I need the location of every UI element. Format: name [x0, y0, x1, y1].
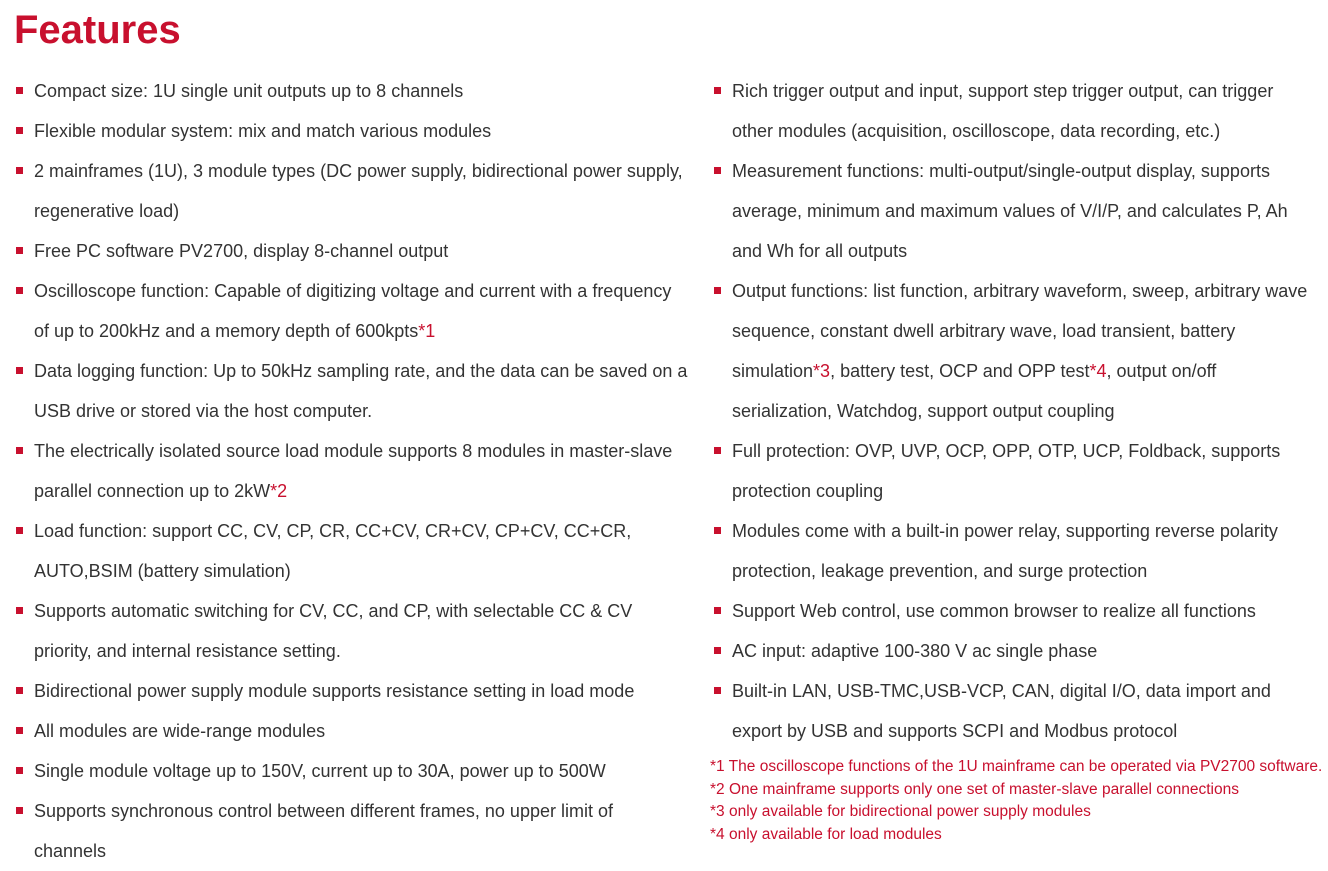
feature-item	[16, 591, 688, 671]
footnote-ref: *3	[813, 361, 831, 381]
bullet-square-icon	[16, 807, 23, 814]
feature-item	[714, 271, 1314, 431]
feature-text: Compact size: 1U single unit outputs up to 8 channels	[34, 81, 464, 101]
feature-text: Data logging function: Up to 50kHz sampling rate, and the data can be saved on a USB drive or stored via the host computer.	[34, 361, 688, 421]
feature-item	[16, 431, 688, 511]
feature-item	[714, 671, 1314, 751]
bullet-square-icon	[16, 87, 23, 94]
feature-text: AC input: adaptive 100-380 V ac single phase	[732, 641, 1098, 661]
feature-text: Support Web control, use common browser to realize all functions	[732, 601, 1256, 621]
footnote-3: *3 only available for bidirectional power supply modules	[710, 803, 1091, 821]
bullet-square-icon	[714, 607, 721, 614]
feature-text: Measurement functions: multi-output/single-output display, supports average, minimum and maximum values of V/I/P, and calculates P, Ah and Wh for all outputs	[732, 161, 1288, 261]
footnote-1: *1 The oscilloscope functions of the 1U mainframe can be operated via PV2700 software.	[710, 758, 1323, 775]
bullet-square-icon	[16, 687, 23, 694]
feature-text: Supports automatic switching for CV, CC, and CP, with selectable CC & CV priority, and internal resistance setting.	[34, 601, 633, 661]
feature-item	[714, 71, 1314, 151]
bullet-square-icon	[714, 447, 721, 454]
feature-item	[16, 71, 688, 111]
feature-text: Supports synchronous control between different frames, no upper limit of channels	[34, 801, 613, 861]
features-list-right	[714, 71, 1314, 751]
bullet-square-icon	[714, 287, 721, 294]
feature-text: Single module voltage up to 150V, current up to 30A, power up to 500W	[34, 761, 606, 781]
feature-text: Output functions: list function, arbitrary waveform, sweep, arbitrary wave sequence, constant dwell arbitrary wave, load transient, battery simulation	[732, 281, 1308, 381]
bullet-square-icon	[16, 167, 23, 174]
bullet-square-icon	[16, 527, 23, 534]
feature-item	[16, 671, 688, 711]
feature-text: Load function: support CC, CV, CP, CR, CC+CV, CR+CV, CP+CV, CC+CR, AUTO,BSIM (battery simulation)	[34, 521, 632, 581]
feature-item	[16, 511, 688, 591]
feature-text: 2 mainframes (1U), 3 module types (DC power supply, bidirectional power supply, regenerative load)	[34, 161, 683, 221]
footnote-ref: *1	[418, 321, 436, 341]
feature-item	[714, 591, 1314, 631]
bullet-square-icon	[16, 727, 23, 734]
feature-text: , battery test, OCP and OPP test	[830, 361, 1090, 381]
feature-text: Flexible modular system: mix and match various modules	[34, 121, 492, 141]
feature-text: Rich trigger output and input, support step trigger output, can trigger other modules (acquisition, oscilloscope, data recording, etc.)	[732, 81, 1274, 141]
feature-item	[16, 351, 688, 431]
page-title: Features	[14, 8, 181, 52]
feature-item	[714, 631, 1314, 671]
feature-text: , output on/off serialization, Watchdog, support output coupling	[732, 361, 1217, 421]
feature-item	[714, 431, 1314, 511]
feature-text: Free PC software PV2700, display 8-channel output	[34, 241, 449, 261]
feature-text: All modules are wide-range modules	[34, 721, 326, 741]
feature-item	[714, 151, 1314, 271]
bullet-square-icon	[16, 767, 23, 774]
bullet-square-icon	[16, 447, 23, 454]
footnote-2: *2 One mainframe supports only one set of master-slave parallel connections	[710, 780, 1239, 798]
footnote-ref: *2	[270, 481, 288, 501]
feature-text: The electrically isolated source load module supports 8 modules in master-slave parallel connection up to 2kW	[34, 441, 673, 501]
bullet-square-icon	[16, 127, 23, 134]
feature-item	[16, 151, 688, 231]
feature-item	[16, 111, 688, 151]
feature-text: Modules come with a built-in power relay, supporting reverse polarity protection, leakage prevention, and surge protection	[732, 521, 1278, 581]
bullet-square-icon	[714, 167, 721, 174]
feature-item	[16, 791, 688, 871]
bullet-square-icon	[714, 527, 721, 534]
bullet-square-icon	[714, 647, 721, 654]
feature-text: Oscilloscope function: Capable of digitizing voltage and current with a frequency of up to 200kHz and a memory depth of 600kpts	[34, 281, 672, 341]
bullet-square-icon	[16, 287, 23, 294]
bullet-square-icon	[16, 607, 23, 614]
features-list-left	[16, 71, 688, 871]
bullet-square-icon	[714, 687, 721, 694]
feature-item	[16, 711, 688, 751]
bullet-square-icon	[714, 87, 721, 94]
bullet-square-icon	[16, 367, 23, 374]
bullet-square-icon	[16, 247, 23, 254]
feature-item	[16, 231, 688, 271]
footnotes	[710, 756, 1323, 846]
feature-text: Full protection: OVP, UVP, OCP, OPP, OTP, UCP, Foldback, supports protection coupling	[732, 441, 1281, 501]
feature-item	[16, 271, 688, 351]
feature-item	[16, 751, 688, 791]
footnote-ref: *4	[1089, 361, 1107, 381]
footnote-4: *4 only available for load modules	[710, 825, 942, 843]
feature-item	[714, 511, 1314, 591]
feature-text: Bidirectional power supply module supports resistance setting in load mode	[34, 681, 635, 701]
feature-text: Built-in LAN, USB-TMC,USB-VCP, CAN, digital I/O, data import and export by USB and supports SCPI and Modbus protocol	[732, 681, 1271, 741]
